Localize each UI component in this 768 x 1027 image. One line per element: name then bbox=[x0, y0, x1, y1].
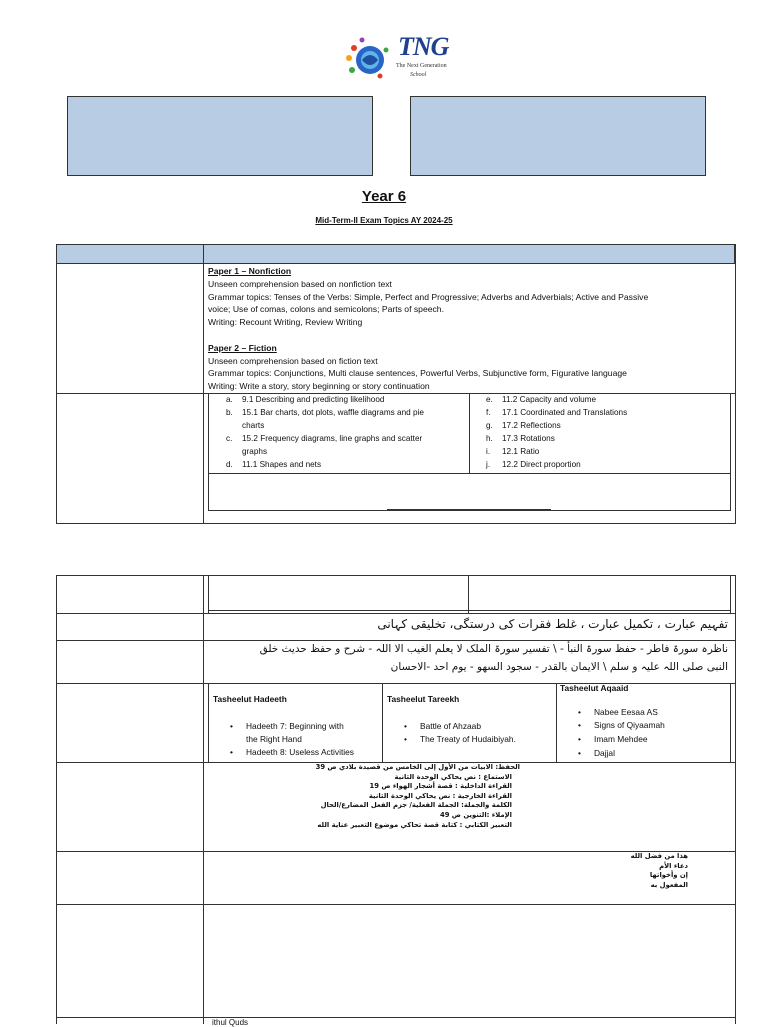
math-topic: 11.1 Shapes and nets bbox=[242, 460, 322, 469]
arabic-line: المفعول به bbox=[650, 880, 688, 889]
urdu-topics: تفہیم عبارت ، تکمیل عبارت ، غلط فقرات کی درستگی، تخلیقی کہانی bbox=[377, 617, 728, 631]
arabic-line: الإملاء :التنوين ص 49 bbox=[439, 810, 512, 819]
arabic-line: دعاء الأم bbox=[659, 861, 688, 870]
logo-tagline: The Next Generation bbox=[396, 63, 447, 69]
page-title: Year 6 bbox=[361, 188, 407, 205]
list-bullet: • bbox=[578, 720, 581, 730]
arabic-line: الكلمة والجملة: الجملة الفعلية/ جزم الفعل المضارع/الحال bbox=[320, 801, 512, 810]
arabic-line: الاستماع : نص يحاكي الوحدة الثانية bbox=[394, 772, 512, 781]
aqaaid-title: Tasheelut Aqaaid bbox=[560, 683, 629, 693]
list-bullet: • bbox=[578, 748, 581, 758]
paper2-line: Writing: Write a story, story beginning or story continuation bbox=[208, 381, 430, 392]
list-marker: i. bbox=[486, 447, 491, 456]
arabic-line: إن وأخواتها bbox=[649, 871, 688, 880]
arabic-grammar-topics bbox=[208, 852, 688, 890]
info-box-left bbox=[67, 96, 373, 176]
math-topic: 15.1 Bar charts, dot plots, waffle diagrams and pie bbox=[242, 408, 424, 417]
list-marker: d. bbox=[226, 460, 233, 469]
arabic-line: القراءة الداخلية : قصة أشجار الهواء ص 19 bbox=[369, 782, 512, 791]
math-topic: 17.3 Rotations bbox=[502, 434, 555, 443]
math-topic: 17.2 Reflections bbox=[502, 421, 561, 430]
page-subtitle: Mid-Term-II Exam Topics AY 2024-25 bbox=[315, 216, 453, 225]
school-logo bbox=[340, 30, 460, 90]
list-bullet: • bbox=[578, 707, 581, 717]
aqaaid-item: Dajjal bbox=[594, 748, 615, 758]
list-marker: h. bbox=[486, 434, 493, 443]
logo-wordmark: TNG bbox=[398, 32, 449, 61]
globe-icon bbox=[340, 30, 400, 90]
list-bullet: • bbox=[404, 734, 407, 744]
list-marker: b. bbox=[226, 408, 233, 417]
paper1-line: Writing: Recount Writing, Review Writing bbox=[208, 317, 363, 328]
list-marker: a. bbox=[226, 395, 233, 404]
list-bullet: • bbox=[230, 747, 233, 757]
tareekh-item: The Treaty of Hudaibiyah. bbox=[420, 734, 516, 744]
math-topic: 15.2 Frequency diagrams, line graphs and scatter bbox=[242, 434, 423, 443]
aqaaid-item: Nabee Eesaa AS bbox=[594, 707, 658, 717]
list-marker: c. bbox=[226, 434, 233, 443]
math-topic: 12.1 Ratio bbox=[502, 447, 540, 456]
table-header-row bbox=[56, 244, 735, 264]
signature-line bbox=[387, 509, 551, 510]
list-bullet: • bbox=[230, 721, 233, 731]
quran-topics-line1: ناظرہ سورۃ فاطر - حفظ سورۃ النبأ - \ تفسیر سورۃ الملک لا یعلم الغیب الا اللہ - شرح و حفظ حدیث خلق bbox=[259, 643, 728, 655]
hadeeth-title: Tasheelut Hadeeth bbox=[213, 694, 287, 704]
aqaaid-item: Signs of Qiyaamah bbox=[594, 720, 665, 730]
arabic-topics bbox=[208, 763, 730, 830]
math-topic: graphs bbox=[242, 447, 268, 456]
list-marker: j. bbox=[486, 460, 491, 469]
hadeeth-item: Hadeeth 7: Beginning with bbox=[246, 721, 344, 731]
arabic-line: الحفظ: الابيات من الأول إلى الخامس من قصيدة بلادي ص 39 bbox=[315, 763, 520, 771]
hadeeth-item: Hadeeth 8: Useless Activities bbox=[246, 747, 354, 757]
bottom-fragment: ithul Quds bbox=[212, 1018, 249, 1027]
paper2-line: Grammar topics: Conjunctions, Multi clause sentences, Powerful Verbs, Subjunctive form, Figurative language bbox=[208, 368, 627, 379]
math-topic: charts bbox=[242, 421, 265, 430]
arabic-line: التعبير الكتابي : كتابة قصة تحاكي موضوع التعبير عناية الله bbox=[317, 820, 512, 829]
hadeeth-item: the Right Hand bbox=[246, 734, 302, 744]
quran-topics-line2: النبی صلی اللہ علیہ و سلم \ الایمان بالقدر - سجود السھو - یوم احد -الاحسان bbox=[390, 661, 728, 673]
list-marker: g. bbox=[486, 421, 493, 430]
info-box-right bbox=[410, 96, 706, 176]
list-bullet: • bbox=[578, 734, 581, 744]
aqaaid-item: Imam Mehdee bbox=[594, 734, 648, 744]
math-topic: 11.2 Capacity and volume bbox=[502, 395, 597, 404]
paper2-title: Paper 2 – Fiction bbox=[208, 342, 277, 353]
paper1-line: Unseen comprehension based on nonfiction text bbox=[208, 278, 392, 289]
math-topic: 17.1 Coordinated and Translations bbox=[502, 408, 628, 417]
paper1-line: voice; Use of comas, colons and semicolons; Parts of speech. bbox=[208, 304, 444, 315]
tareekh-title: Tasheelut Tareekh bbox=[387, 694, 460, 704]
list-marker: e. bbox=[486, 395, 493, 404]
logo-tagline-school: School bbox=[410, 72, 427, 78]
paper2-line: Unseen comprehension based on fiction text bbox=[208, 355, 378, 366]
math-topic: 12.2 Direct proportion bbox=[502, 460, 581, 469]
list-bullet: • bbox=[404, 721, 407, 731]
paper1-title: Paper 1 – Nonfiction bbox=[208, 266, 292, 276]
arabic-line: القراءة الخارجية : نص يحاكي الوحدة الثانية bbox=[368, 791, 512, 800]
list-marker: f. bbox=[486, 408, 491, 417]
paper1-line: Grammar topics: Tenses of the Verbs: Simple, Perfect and Progressive; Adverbs and Adverbials; Active and Passive bbox=[208, 291, 649, 302]
english-topics bbox=[208, 265, 733, 393]
math-topic: 9.1 Describing and predicting likelihood bbox=[242, 395, 385, 404]
arabic-line: هذا من فضل الله bbox=[630, 852, 688, 860]
tareekh-item: Battle of Ahzaab bbox=[420, 721, 481, 731]
